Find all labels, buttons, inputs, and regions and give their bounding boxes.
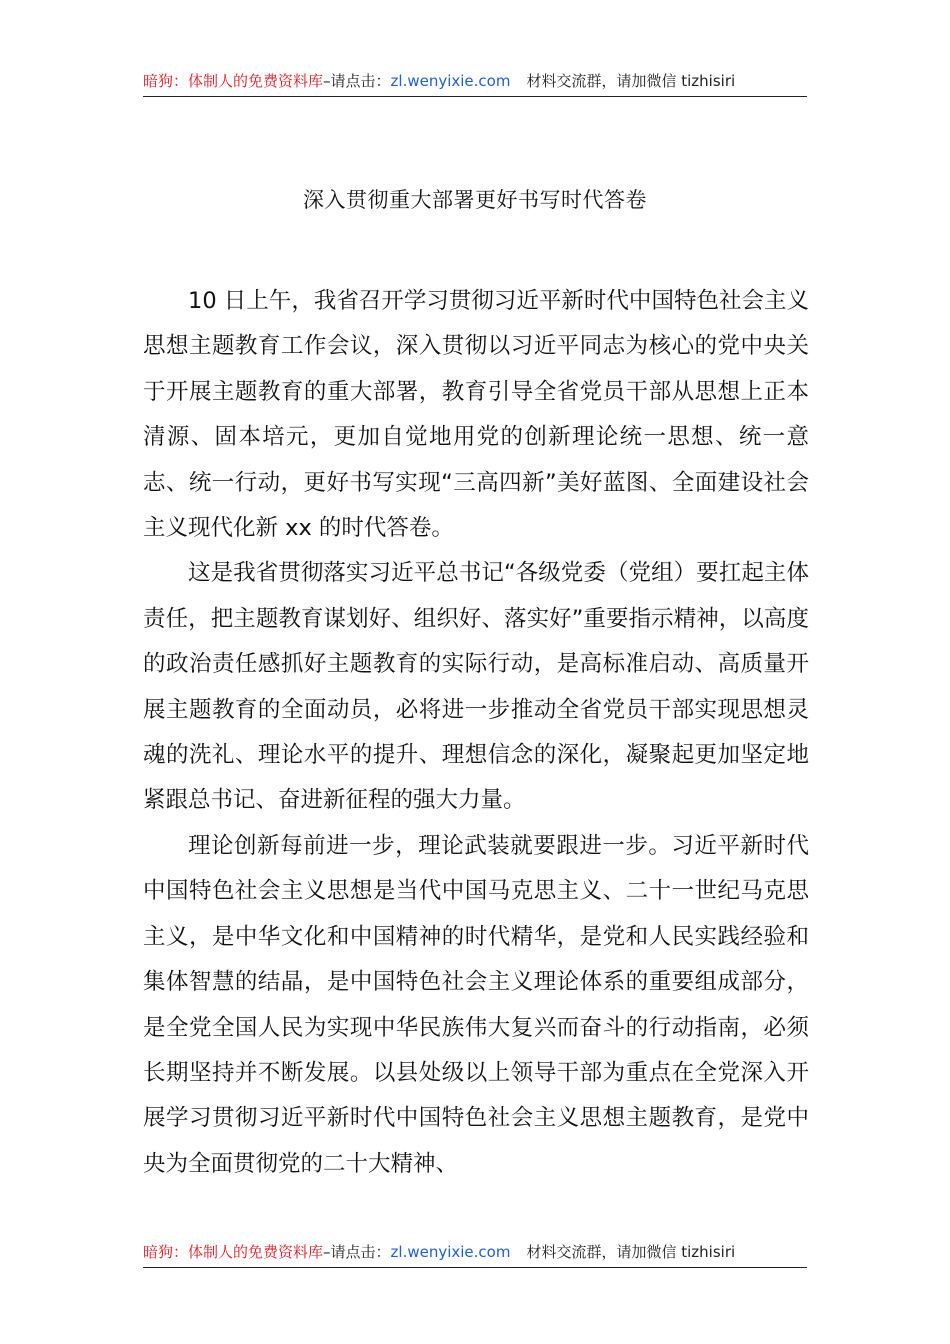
body-paragraph-2: 这是我省贯彻落实习近平总书记“各级党委（党组）要扛起主体责任，把主题教育谋划好、组织好、落实好”重要指示精神，以高度的政治责任感抓好主题教育的实际行动，是高标准启动、高质量开展主题教育的全面动员，必将进一步推动全省党员干部实现思想灵魂的洗礼、理论水平的提升、理想信念的深化，凝聚起更加坚定地紧跟总书记、奋进新征程的强大力量。 xyxy=(143,560,809,814)
footer-promo-title: 暗狗：体制人的免费资料库 xyxy=(143,1243,324,1261)
page-header-banner xyxy=(143,66,807,97)
document-title: 深入贯彻重大部署更好书写时代答卷 xyxy=(303,188,647,212)
footer-promo-prompt: –请点击： xyxy=(323,1243,391,1261)
footer-promo-link[interactable]: zl.wenyixie.com xyxy=(390,1243,511,1261)
page-footer-banner xyxy=(143,1237,807,1268)
header-promo-title: 暗狗：体制人的免费资料库 xyxy=(143,72,324,90)
header-promo-link[interactable]: zl.wenyixie.com xyxy=(390,72,511,90)
header-promo-contact: 材料交流群，请加微信 tizhisiri xyxy=(526,72,736,90)
document-body xyxy=(143,279,809,1187)
body-paragraph-1: 10 日上午，我省召开学习贯彻习近平新时代中国特色社会主义思想主题教育工作会议，深入贯彻以习近平同志为核心的党中央关于开展主题教育的重大部署，教育引导全省党员干部从思想上正本清源、固本培元，更加自觉地用党的创新理论统一思想、统一意志、统一行动，更好书写实现“三高四新”美好蓝图、全面建设社会主义现代化新 xx 的时代答卷。 xyxy=(143,288,809,542)
footer-promo-contact: 材料交流群，请加微信 tizhisiri xyxy=(526,1243,736,1261)
body-paragraph-3: 理论创新每前进一步，理论武装就要跟进一步。习近平新时代中国特色社会主义思想是当代中国马克思主义、二十一世纪马克思主义，是中华文化和中国精神的时代精华，是党和人民实践经验和集体智慧的结晶，是中国特色社会主义理论体系的重要组成部分，是全党全国人民为实现中华民族伟大复兴而奋斗的行动指南，必须长期坚持并不断发展。以县处级以上领导干部为重点在全党深入开展学习贯彻习近平新时代中国特色社会主义思想主题教育，是党中央为全面贯彻党的二十大精神、 xyxy=(143,832,809,1177)
header-promo-prompt: –请点击： xyxy=(323,72,391,90)
